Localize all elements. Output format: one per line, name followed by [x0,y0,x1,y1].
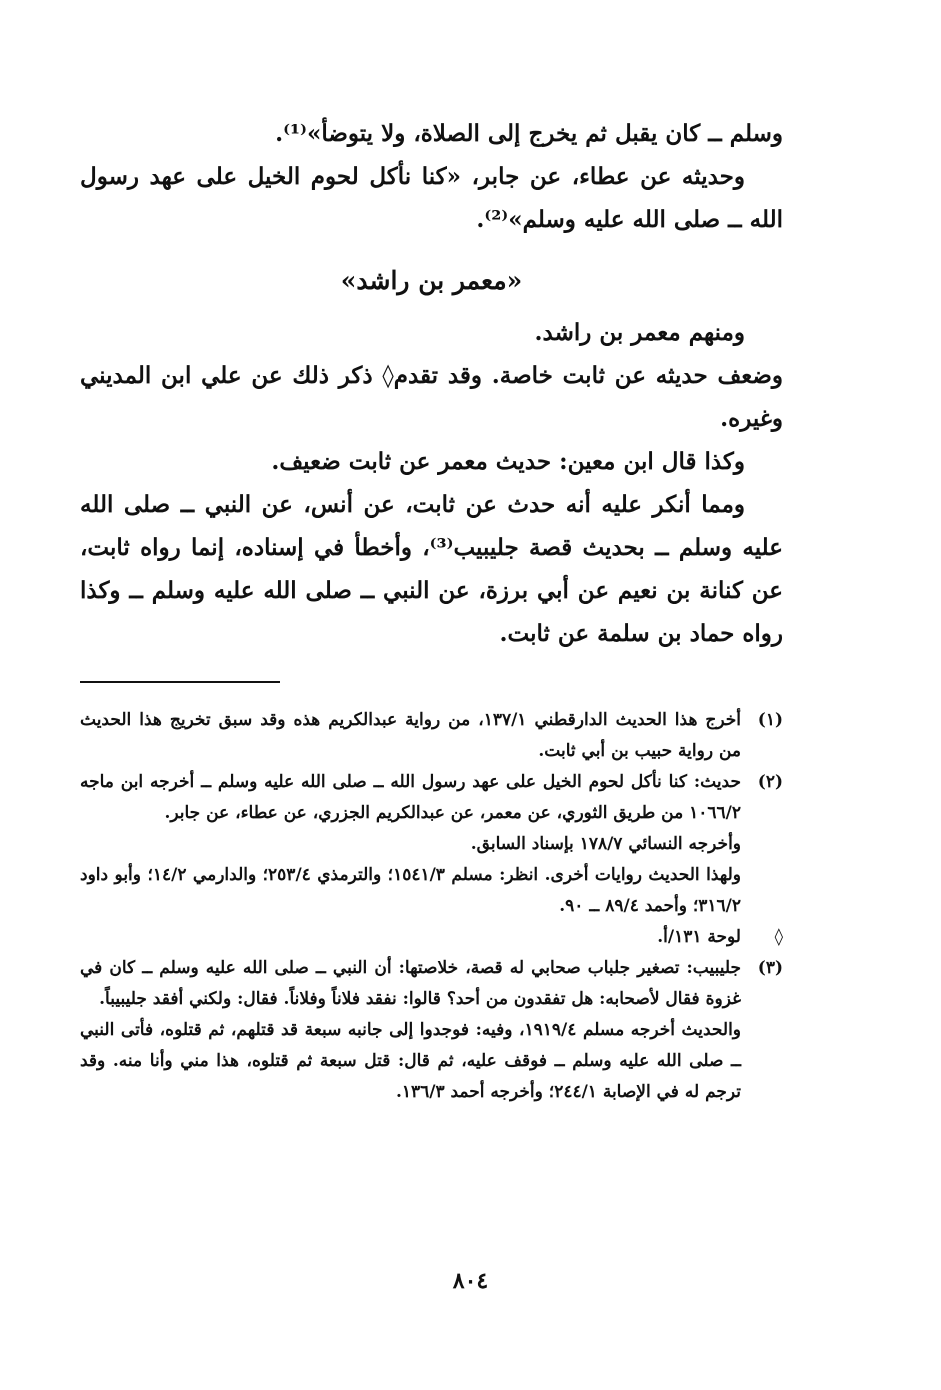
footnote-number: (٣) [757,958,783,978]
footnote-line: والحديث أخرجه مسلم ١٩١٩/٤، وفيه: فوجدوا إلى جانبه سبعة قد قتلهم، ثم قتلوه، فأتى النبي ــ صلى الله عليه وسلم ــ فوقف عليه، ثم قال: قتل سبعة ثم قتلوه، هذا مني وأنا منه. وقد ترجم له في الإصابة ٢٤٤/١؛ وأخرجه أحمد ١٣٦/٣. [80,1020,741,1102]
footnote-3 [80,953,783,1108]
footnote-line: حديث: كنا نأكل لحوم الخيل على عهد رسول الله ــ صلى الله عليه وسلم ــ أخرجه ابن ماجه ١٠٦٦/٢ من طريق الثوري، عن معمر، عن عبدالكريم الجزري، عن عطاء، عن جابر. [80,772,741,823]
paragraph-3: ومنهم معمر بن راشد. [534,319,745,346]
main-text [80,112,783,655]
page-number: ٨٠٤ [452,1268,489,1294]
footnote-2 [80,767,783,922]
paragraph-6: ومما أنكر عليه أنه حدث عن ثابت، عن أنس، عن النبي ــ صلى الله عليه وسلم ــ بحديث قصة جليبيب⁽³⁾، وأخطأ في إسناده، إنما رواه ثابت، عن كنانة بن نعيم عن أبي برزة، عن النبي ــ صلى الله عليه وسلم ــ وكذا رواه حماد بن سلمة عن ثابت. [80,491,783,647]
footnote-line: أخرج هذا الحديث الدارقطني ١٣٧/١، من رواية عبدالكريم هذه وقد سبق تخريج هذا الحديث من رواية حبيب بن أبي ثابت. [80,710,741,761]
footnote-1 [80,705,783,767]
paragraph-5: وكذا قال ابن معين: حديث معمر عن ثابت ضعيف. [271,448,745,475]
footnote-line: جليبيب: تصغير جلباب صحابي له قصة، خلاصتها: أن النبي ــ صلى الله عليه وسلم ــ كان في غزوة فقال لأصحابه: هل تفقدون من أحد؟ قالوا: نفقد فلاناً وفلاناً. فقال: ولكني أفقد جليبيباً. [80,958,741,1009]
footnote-separator [80,681,280,683]
footnote-number: (١) [757,710,783,730]
footnote-number: (٢) [757,772,783,792]
paragraph-2: وحديثه عن عطاء، عن جابر، «كنا نأكل لحوم الخيل على عهد رسول الله ــ صلى الله عليه وسلم»⁽²⁾. [80,163,783,233]
section-heading: «معمر بن راشد» [340,266,523,295]
footnotes [80,705,783,1108]
footnote-line: وأخرجه النسائي ١٧٨/٧ بإسناد السابق. [470,834,741,854]
footnote-line: ولهذا الحديث روايات أخرى. انظر: مسلم ١٥٤١/٣؛ والترمذي ٢٥٣/٤؛ والدارمي ١٤/٢؛ وأبو داود ٣١٦/٢؛ وأحمد ٨٩/٤ ــ ٩٠. [80,865,741,916]
footnote-manuscript [80,922,783,953]
paragraph-4: وضعف حديثه عن ثابت خاصة. وقد تقدم◊ ذكر ذلك عن علي ابن المديني وغيره. [80,362,783,432]
footnote-marker-icon: ◊ [774,927,783,947]
footnote-line: لوحة ١٣١/أ. [657,927,741,947]
paragraph-1: وسلم ــ كان يقبل ثم يخرج إلى الصلاة، ولا يتوضأ»⁽¹⁾. [275,120,783,147]
